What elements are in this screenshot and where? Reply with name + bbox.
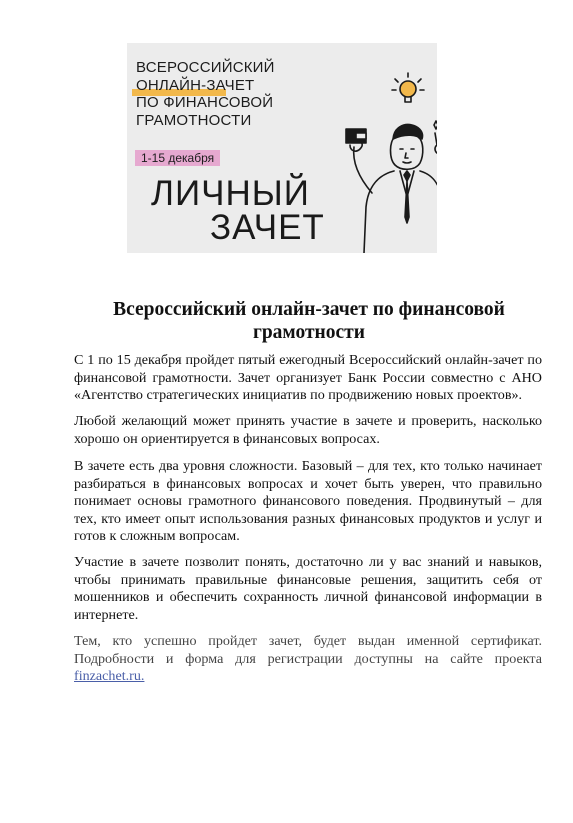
date-badge: 1-15 декабря [135,150,220,166]
ok-gesture-hand-icon [435,129,437,197]
man-with-wallet-and-lightbulb-illustration [342,67,437,253]
paragraph-benefits: Участие в зачете позволит понять, достаточно ли у вас знаний и навыков, чтобы принимать правильные финансовые решения, защитить себя от мошенников и обеспечить сохранность личной финансовой информации в интернете. [74,554,542,623]
banner-big-text-line2: ЗАЧЕТ [210,208,325,247]
paragraph-participation: Любой желающий может принять участие в зачете и проверить, насколько хорошо он ориентируется в финансовых вопросах. [74,413,542,447]
banner-title [136,59,346,129]
banner-title-line: ГРАМОТНОСТИ [136,111,252,129]
wallet-icon [346,129,366,143]
lightbulb-icon [392,73,424,102]
banner-title-line: ВСЕРОССИЙСКИЙ [136,59,275,76]
banner-title-line: ПО ФИНАНСОВОЙ [136,94,274,111]
promo-banner [127,43,437,253]
paragraph-certificate-text: Тем, кто успешно пройдет зачет, будет выдан именной сертификат. Подробности и форма для регистрации доступны на сайте проекта [74,633,542,667]
finzachet-link[interactable]: finzachet.ru. [74,668,145,685]
banner-big-text-line1: ЛИЧНЫЙ [151,174,310,213]
paragraph-levels: В зачете есть два уровня сложности. Базовый – для тех, кто только начинает разбираться в финансовых вопросах и хочет быть уверен, что правильно понимает основы грамотного финансового поведения. Продвинутый – для тех, кто имеет опыт использования разных финансовых продуктов и услуг и готов к сложным вопросам. [74,458,542,545]
banner-title-line: ОНЛАЙН-ЗАЧЕТ [136,76,255,94]
article-title: Всероссийский онлайн-зачет по финансовой грамотности [113,299,505,343]
paragraph-intro: С 1 по 15 декабря пройдет пятый ежегодный Всероссийский онлайн-зачет по финансовой грамотности. Зачет организует Банк России совместно с АНО «Агентство стратегических инициатив по продвижению новых проектов». [74,352,542,404]
paragraph-certificate [74,633,542,686]
